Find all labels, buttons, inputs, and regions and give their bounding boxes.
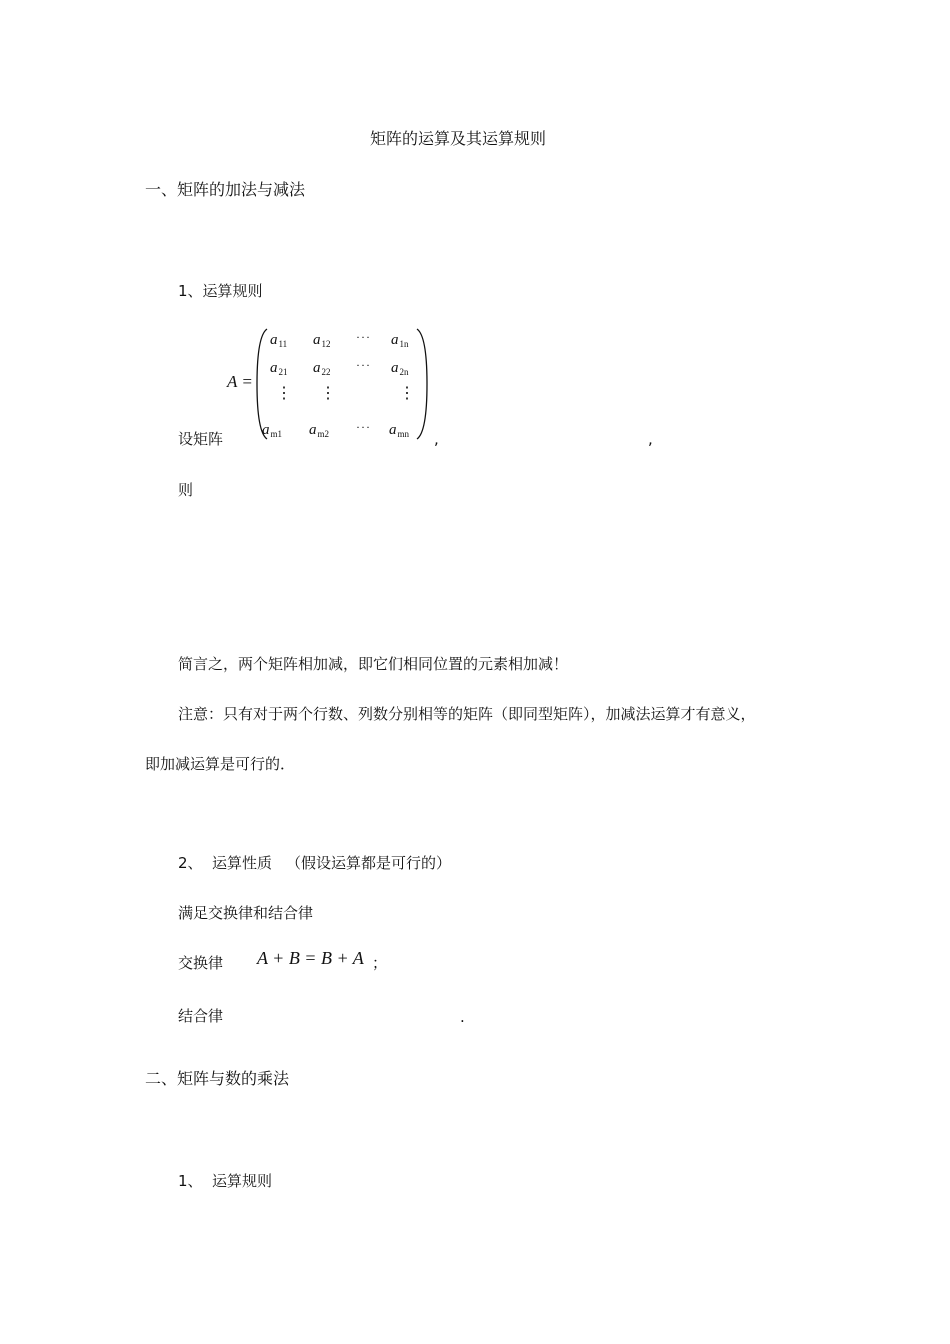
note-line-2: 即加减运算是可行的． [145,755,296,773]
section-2-heading: 二、矩阵与数的乘法 [145,1069,290,1088]
entry-am1: $a_{m1}$ [262,422,283,439]
entry-amn: $a_{mn}$ [389,422,410,439]
entry-a12: $a_{12}$ [313,332,331,349]
commutative-formula: A + B = B + A [257,948,364,968]
note-line-1: 注意：只有对于两个行数、列数分别相等的矩阵（即同型矩阵），加减法运算才有意义， [178,705,756,723]
summary-text: 简言之，两个矩阵相加减，即它们相同位置的元素相加减！ [178,655,569,673]
associative-label: 结合律 [178,1007,224,1025]
hdots-row-2: ··· [356,358,371,372]
entry-a1n: $a_{1n}$ [391,332,409,349]
section-2-rule-number: 1、 [178,1172,203,1190]
property-heading: 运算性质 [212,854,273,872]
entry-a11: $a_{11}$ [270,332,288,349]
rule-heading: 1、运算规则 [178,282,263,300]
entry-a2n: $a_{2n}$ [391,360,409,377]
commutative-label: 交换律 [178,954,224,972]
vdots-col-2: ⋮ [320,385,336,402]
property-heading-number: 2、 [178,854,203,872]
matrix-label: A = [227,372,253,391]
hdots-row-1: ··· [356,330,371,344]
entry-a21: $a_{21}$ [270,360,288,377]
entry-am2: $a_{m2}$ [309,422,330,439]
section-2-rule-heading: 运算规则 [212,1172,273,1190]
vdots-col-n: ⋮ [399,385,415,402]
associative-end: . [460,1008,465,1026]
entry-a22: $a_{22}$ [313,360,331,377]
property-heading-note: （假设运算都是可行的） [286,854,452,872]
vdots-col-1: ⋮ [276,385,292,402]
let-matrix-label: 设矩阵 [178,430,224,448]
comma-after-b: , [648,430,653,448]
hdots-row-m: ··· [356,420,371,434]
laws-intro: 满足交换律和结合律 [178,904,314,922]
then-label: 则 [178,481,194,499]
matrix-a [225,326,430,443]
commutative-end: ； [372,954,388,972]
page-title: 矩阵的运算及其运算规则 [370,129,547,148]
comma-after-a: , [434,430,439,448]
section-1-heading: 一、矩阵的加法与减法 [145,180,306,199]
